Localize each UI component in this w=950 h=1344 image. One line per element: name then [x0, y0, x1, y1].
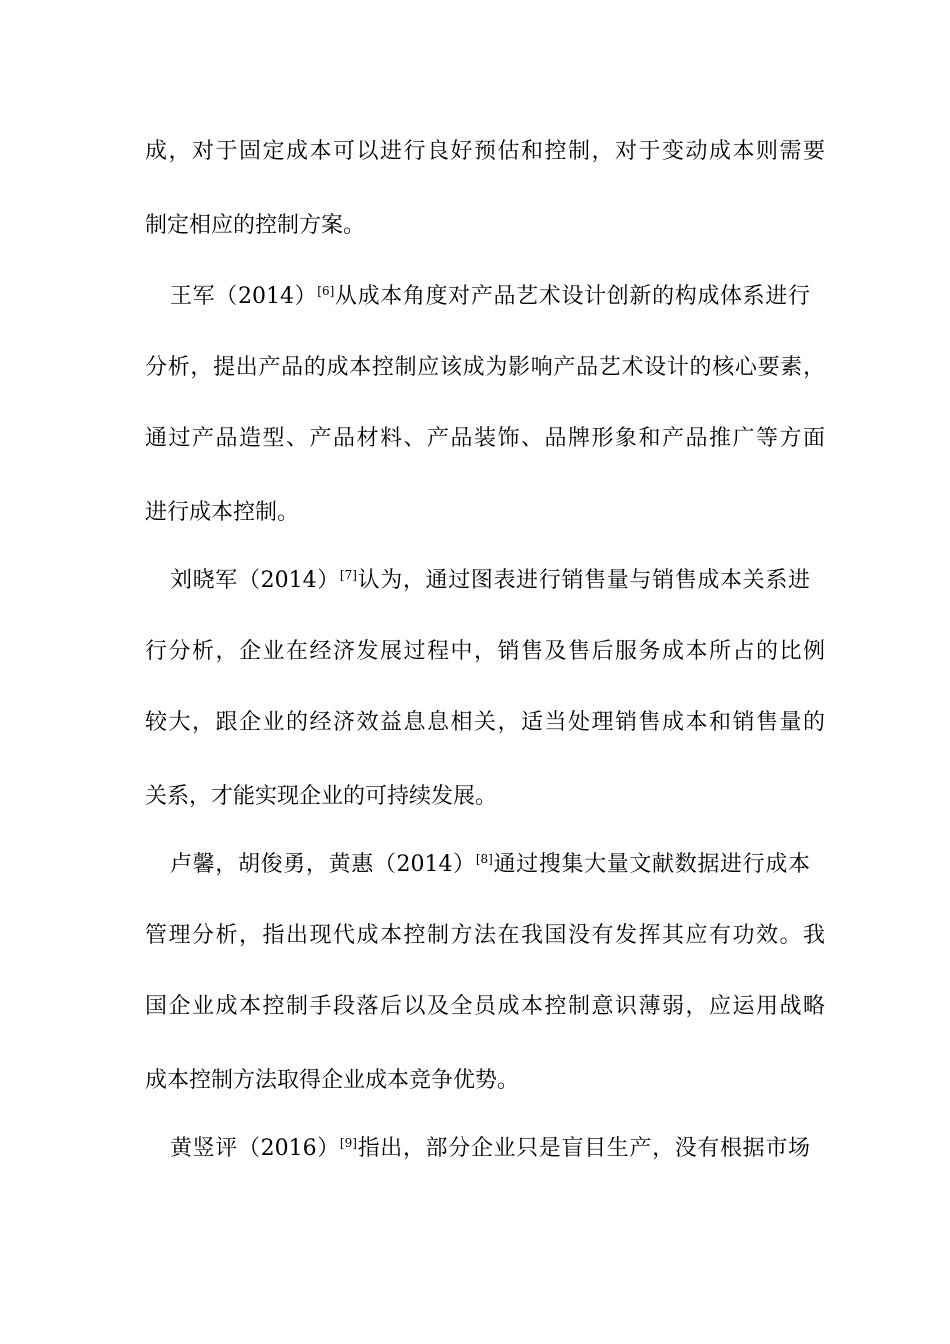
- paragraph-first-line: [170, 1134, 810, 1164]
- citation-author-year: 黄竖评（2016）: [170, 1136, 340, 1161]
- text-line: 制定相应的控制方案。: [145, 213, 366, 238]
- text-line: 较大，跟企业的经济效益息息相关，适当处理销售成本和销售量的: [145, 710, 825, 735]
- text-line: 国企业成本控制手段落后以及全员成本控制意识薄弱，应运用战略: [145, 994, 825, 1019]
- text-line: 通过产品造型、产品材料、产品装饰、品牌形象和产品推广等方面: [145, 426, 825, 451]
- text-line: 关系，才能实现企业的可持续发展。: [145, 784, 498, 809]
- text-line: 进行成本控制。: [145, 500, 300, 525]
- text-run: 指出，部分企业只是盲目生产，没有根据市场: [356, 1136, 810, 1161]
- text-line: 分析，提出产品的成本控制应该成为影响产品艺术设计的核心要素，: [145, 355, 825, 380]
- paragraph-first-line: [170, 850, 810, 880]
- paragraph-first-line: [170, 282, 810, 312]
- citation-reference: [9]: [339, 1136, 357, 1150]
- citation-author-year: 王军（2014）: [170, 284, 318, 309]
- text-line: 管理分析，指出现代成本控制方法在我国没有发挥其应有功效。我: [145, 923, 825, 948]
- paragraph-first-line: [170, 566, 810, 596]
- citation-author-year: 卢馨，胡俊勇，黄惠（2014）: [170, 852, 476, 877]
- citation-reference: [8]: [475, 852, 493, 866]
- text-line: 成，对于固定成本可以进行良好预估和控制，对于变动成本则需要: [145, 139, 825, 164]
- text-run: 从成本角度对产品艺术设计创新的构成体系进行: [334, 284, 810, 309]
- text-line: 成本控制方法取得企业成本竞争优势。: [145, 1068, 520, 1093]
- text-run: 认为，通过图表进行销售量与销售成本关系进: [356, 568, 810, 593]
- citation-reference: [7]: [339, 568, 357, 582]
- citation-author-year: 刘晓军（2014）: [170, 568, 340, 593]
- text-line: 行分析，企业在经济发展过程中，销售及售后服务成本所占的比例: [145, 639, 825, 664]
- citation-reference: [6]: [317, 284, 335, 298]
- text-run: 通过搜集大量文献数据进行成本: [492, 852, 810, 877]
